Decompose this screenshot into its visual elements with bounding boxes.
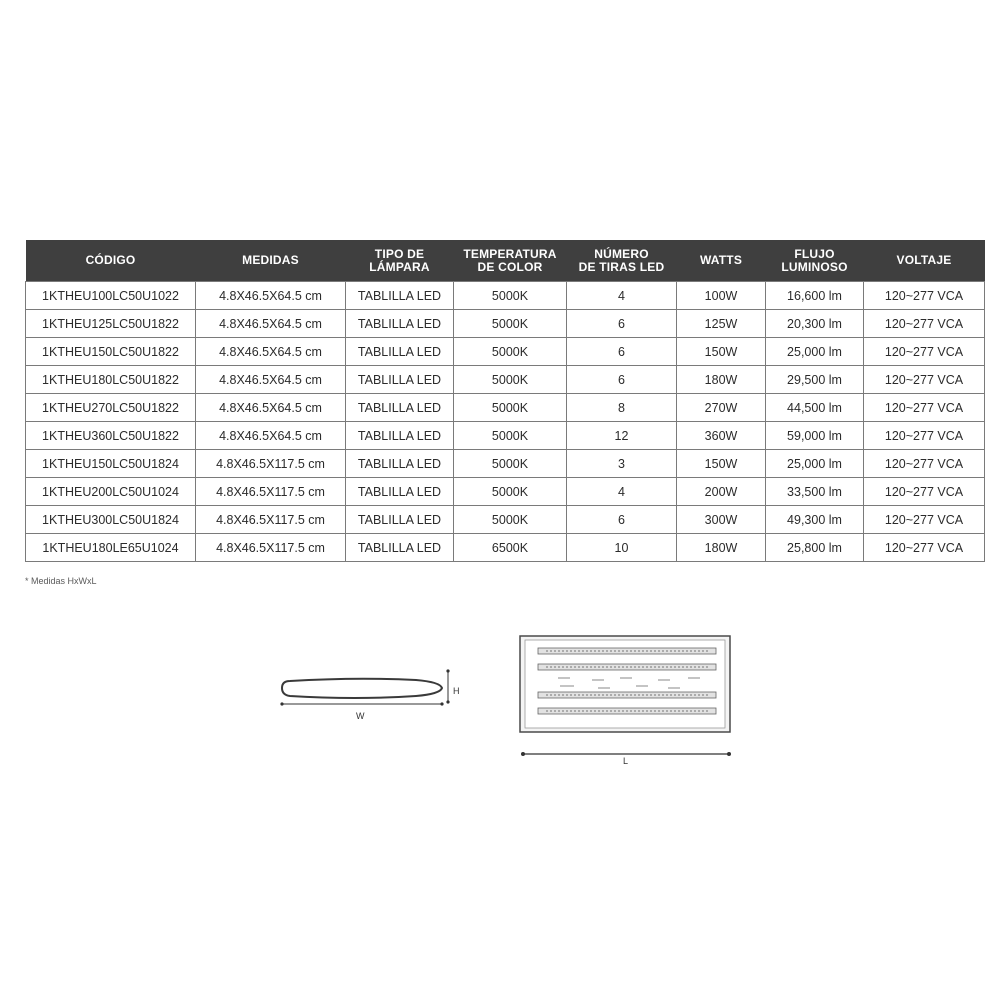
column-header-line: MEDIDAS: [242, 253, 299, 267]
table-cell: TABLILLA LED: [346, 338, 454, 366]
table-cell: TABLILLA LED: [346, 534, 454, 562]
column-header-line: DE COLOR: [477, 259, 543, 274]
table-cell: 120~277 VCA: [864, 478, 985, 506]
table-cell: 25,000 lm: [766, 338, 864, 366]
table-cell: TABLILLA LED: [346, 450, 454, 478]
column-header-line: LUMINOSO: [781, 259, 848, 274]
table-cell: 120~277 VCA: [864, 450, 985, 478]
table-cell: TABLILLA LED: [346, 366, 454, 394]
table-cell: 150W: [677, 338, 766, 366]
table-cell: 6: [567, 310, 677, 338]
table-cell: 5000K: [454, 282, 567, 310]
column-header: [567, 240, 677, 282]
table-cell: 4.8X46.5X64.5 cm: [196, 366, 346, 394]
table-cell: 120~277 VCA: [864, 282, 985, 310]
table-cell: 270W: [677, 394, 766, 422]
table-header-row: [26, 240, 985, 282]
table-cell: 120~277 VCA: [864, 394, 985, 422]
table-cell: 6: [567, 338, 677, 366]
table-cell: 1KTHEU150LC50U1822: [26, 338, 196, 366]
table-cell: 4.8X46.5X117.5 cm: [196, 534, 346, 562]
table-cell: 5000K: [454, 506, 567, 534]
table-cell: 4.8X46.5X117.5 cm: [196, 506, 346, 534]
column-header-line: VOLTAJE: [896, 253, 952, 267]
table-cell: 150W: [677, 450, 766, 478]
table-row: [26, 534, 985, 562]
led-strip-4: [538, 708, 716, 714]
table-cell: 1KTHEU125LC50U1822: [26, 310, 196, 338]
led-strip-1: [538, 648, 716, 654]
table-cell: 4: [567, 478, 677, 506]
table-cell: 4.8X46.5X64.5 cm: [196, 338, 346, 366]
table-cell: 4.8X46.5X64.5 cm: [196, 310, 346, 338]
table-cell: TABLILLA LED: [346, 282, 454, 310]
table-cell: 1KTHEU300LC50U1824: [26, 506, 196, 534]
table-cell: TABLILLA LED: [346, 506, 454, 534]
table-row: [26, 450, 985, 478]
side-view-drawing: [276, 668, 466, 728]
column-header-line: TIPO DE: [374, 246, 425, 261]
table-row: [26, 422, 985, 450]
table-cell: 10: [567, 534, 677, 562]
dimensions-footnote: * Medidas HxWxL: [25, 576, 97, 586]
table-row: [26, 282, 985, 310]
table-cell: 360W: [677, 422, 766, 450]
table-cell: 180W: [677, 534, 766, 562]
table-cell: 120~277 VCA: [864, 422, 985, 450]
column-header: [196, 240, 346, 282]
column-header-line: WATTS: [699, 253, 743, 267]
column-header-line: FLUJO: [794, 246, 835, 261]
table-cell: 4.8X46.5X117.5 cm: [196, 478, 346, 506]
table-cell: 4.8X46.5X64.5 cm: [196, 282, 346, 310]
table-cell: 16,600 lm: [766, 282, 864, 310]
table-row: [26, 394, 985, 422]
table-cell: 6500K: [454, 534, 567, 562]
table-cell: TABLILLA LED: [346, 394, 454, 422]
table-cell: 120~277 VCA: [864, 506, 985, 534]
table-cell: 5000K: [454, 338, 567, 366]
column-header-line: TEMPERATURA: [463, 246, 557, 261]
table-cell: 49,300 lm: [766, 506, 864, 534]
column-header: [766, 240, 864, 282]
column-header: [677, 240, 766, 282]
column-header-line: LÁMPARA: [369, 259, 430, 274]
table-cell: 1KTHEU180LE65U1024: [26, 534, 196, 562]
table-cell: 5000K: [454, 478, 567, 506]
table-row: [26, 310, 985, 338]
table-cell: 25,000 lm: [766, 450, 864, 478]
table-cell: 5000K: [454, 422, 567, 450]
table-cell: 8: [567, 394, 677, 422]
table-row: [26, 478, 985, 506]
table-cell: 5000K: [454, 394, 567, 422]
top-view-drawing: [518, 634, 738, 764]
column-header: [346, 240, 454, 282]
table-cell: 120~277 VCA: [864, 534, 985, 562]
table-cell: 4.8X46.5X64.5 cm: [196, 422, 346, 450]
table-cell: 29,500 lm: [766, 366, 864, 394]
table-cell: 5000K: [454, 310, 567, 338]
table-cell: 125W: [677, 310, 766, 338]
table-cell: 180W: [677, 366, 766, 394]
table-cell: 44,500 lm: [766, 394, 864, 422]
table-cell: 1KTHEU200LC50U1024: [26, 478, 196, 506]
table-cell: 1KTHEU100LC50U1022: [26, 282, 196, 310]
table-cell: 4.8X46.5X64.5 cm: [196, 394, 346, 422]
table-cell: TABLILLA LED: [346, 422, 454, 450]
length-label: L: [623, 756, 629, 766]
table-cell: 20,300 lm: [766, 310, 864, 338]
table-cell: 300W: [677, 506, 766, 534]
width-label: W: [356, 711, 365, 721]
table-cell: 4: [567, 282, 677, 310]
table-cell: 1KTHEU150LC50U1824: [26, 450, 196, 478]
table-cell: 120~277 VCA: [864, 366, 985, 394]
column-header: [454, 240, 567, 282]
table-cell: 3: [567, 450, 677, 478]
table-cell: TABLILLA LED: [346, 478, 454, 506]
table-cell: 120~277 VCA: [864, 338, 985, 366]
top-view-figure: [518, 634, 738, 764]
table-cell: 25,800 lm: [766, 534, 864, 562]
table-cell: 5000K: [454, 366, 567, 394]
column-header-line: CÓDIGO: [85, 253, 136, 267]
table-cell: 33,500 lm: [766, 478, 864, 506]
table-cell: 59,000 lm: [766, 422, 864, 450]
table-cell: 120~277 VCA: [864, 310, 985, 338]
table-cell: 6: [567, 506, 677, 534]
spec-table: [25, 240, 985, 562]
table-cell: 5000K: [454, 450, 567, 478]
table-row: [26, 506, 985, 534]
table-cell: 200W: [677, 478, 766, 506]
led-strip-3: [538, 692, 716, 698]
led-strip-2: [538, 664, 716, 670]
table-row: [26, 366, 985, 394]
table-cell: 100W: [677, 282, 766, 310]
height-label: H: [453, 686, 460, 696]
table-cell: TABLILLA LED: [346, 310, 454, 338]
column-header: [864, 240, 985, 282]
table-cell: 6: [567, 366, 677, 394]
table-cell: 4.8X46.5X117.5 cm: [196, 450, 346, 478]
table-row: [26, 338, 985, 366]
side-view-figure: [276, 668, 466, 728]
table-cell: 12: [567, 422, 677, 450]
table-body: [26, 282, 985, 562]
table-cell: 1KTHEU180LC50U1822: [26, 366, 196, 394]
column-header-line: NÚMERO: [594, 246, 649, 261]
column-header: [26, 240, 196, 282]
column-header-line: DE TIRAS LED: [578, 259, 665, 274]
table-cell: 1KTHEU360LC50U1822: [26, 422, 196, 450]
table-cell: 1KTHEU270LC50U1822: [26, 394, 196, 422]
